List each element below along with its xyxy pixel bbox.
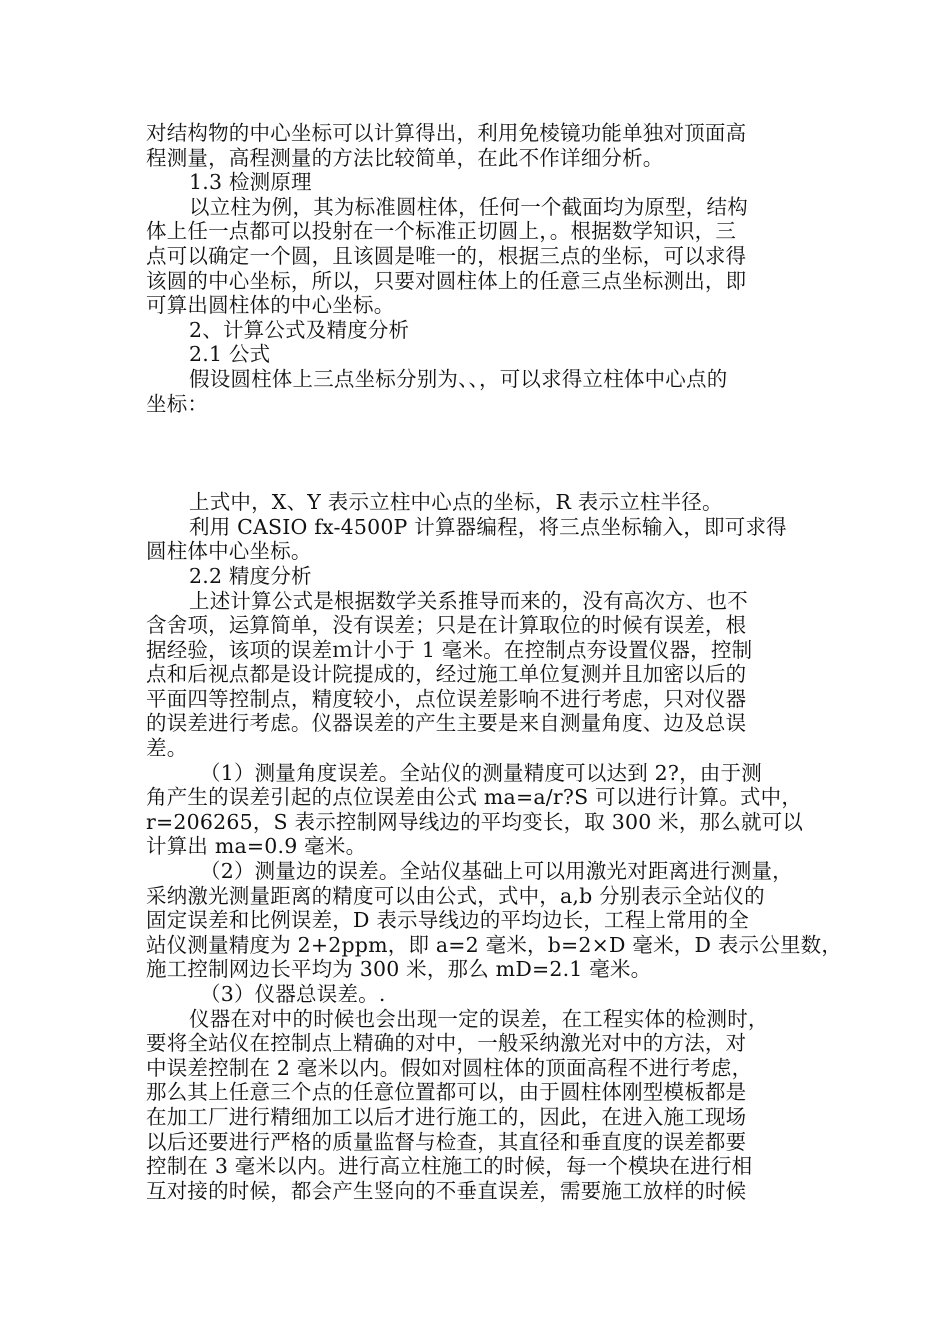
- text-line: 采纳激光测量距离的精度可以由公式，式中，a,b 分别表示全站仪的: [146, 883, 765, 908]
- list-item-start: （2）测量边的误差。全站仪基础上可以用激光对距离进行测量，: [200, 859, 793, 884]
- text-line: 中误差控制在 2 毫米以内。假如对圆柱体的顶面高程不进行考虑，: [146, 1055, 753, 1080]
- document-body: [146, 121, 843, 1203]
- text-line: 互对接的时候，都会产生竖向的不垂直误差，需要施工放样的时候: [146, 1178, 747, 1203]
- text-line: 对结构物的中心坐标可以计算得出，利用免棱镜功能单独对顶面高: [146, 121, 747, 145]
- text-line: 以后还要进行严格的质量监督与检查，其直径和垂直度的误差都要: [146, 1129, 747, 1154]
- text-line: 在加工厂进行精细加工以后才进行施工的，因此，在进入施工现场: [146, 1104, 747, 1129]
- text-line: 要将全站仪在控制点上精确的对中，一般采纳激光对中的方法，对: [146, 1031, 747, 1056]
- paragraph-start: 利用 CASIO fx-4500P 计算器编程，将三点坐标输入，即可求得: [189, 514, 787, 539]
- section-heading: 2、计算公式及精度分析: [189, 317, 410, 342]
- text-line: 点可以确定一个圆，且该圆是唯一的，根据三点的坐标，可以求得: [146, 243, 747, 268]
- section-heading: 2.2 精度分析: [189, 563, 312, 588]
- list-item-start: （1）测量角度误差。全站仪的测量精度可以达到 2?，由于测: [200, 760, 762, 785]
- section-heading: 2.1 公式: [189, 342, 271, 367]
- text-line: 圆柱体中心坐标。: [146, 539, 312, 564]
- paragraph-start: 以立柱为例，其为标准圆柱体，任何一个截面均为原型，结构: [189, 194, 748, 219]
- text-line: r=206265，S 表示控制网导线边的平均变长，取 300 米，那么就可以: [146, 809, 804, 834]
- text-line: 差。: [146, 736, 188, 761]
- text-line: 体上任一点都可以投射在一个标准正切圆上，。根据数学知识，三: [146, 219, 737, 244]
- section-heading: 1.3 检测原理: [189, 170, 312, 195]
- paragraph-start: 上式中，X、Y 表示立柱中心点的坐标，R 表示立柱半径。: [189, 490, 723, 515]
- text-line: 角产生的误差引起的点位误差由公式 ma=a/r?S 可以进行计算。式中，: [146, 785, 803, 810]
- paragraph-start: 上述计算公式是根据数学关系推导而来的，没有高次方、也不: [189, 588, 748, 613]
- text-line: 可算出圆柱体的中心坐标。: [146, 293, 395, 318]
- text-line: 该圆的中心坐标，所以，只要对圆柱体上的任意三点坐标测出，即: [146, 268, 747, 293]
- paragraph-start: 假设圆柱体上三点坐标分别为、、，可以求得立柱体中心点的: [189, 366, 728, 391]
- text-line: 程测量，高程测量的方法比较简单，在此不作详细分析。: [146, 145, 664, 170]
- text-line: 控制在 3 毫米以内。进行高立柱施工的时候，每一个模块在进行相: [146, 1154, 753, 1179]
- text-line: 点和后视点都是设计院提成的，经过施工单位复测并且加密以后的: [146, 662, 747, 687]
- text-line: 站仪测量精度为 2+2ppm，即 a=2 毫米，b=2×D 毫米，D 表示公里数，: [146, 932, 843, 957]
- text-line: 平面四等控制点，精度较小，点位误差影响不进行考虑，只对仪器: [146, 686, 747, 711]
- text-line: 含舍项，运算简单，没有误差；只是在计算取位的时候有误差，根: [146, 613, 747, 638]
- text-line: 据经验，该项的误差ｍ计小于 1 毫米。在控制点夯设置仪器，控制: [146, 637, 753, 662]
- list-item-start: （3）仪器总误差。.: [200, 982, 386, 1006]
- text-line: 固定误差和比例误差，D 表示导线边的平均边长，工程上常用的全: [146, 908, 749, 933]
- paragraph-start: 仪器在对中的时候也会出现一定的误差，在工程实体的检测时，: [189, 1006, 769, 1031]
- text-line: 施工控制网边长平均为 300 米，那么 mD=2.1 毫米。: [146, 957, 652, 982]
- text-line: 计算出 ma=0.9 毫米。: [146, 834, 367, 859]
- text-line: 的误差进行考虑。仪器误差的产生主要是来自测量角度、边及总误: [146, 711, 747, 736]
- text-line: 那么其上任意三个点的任意位置都可以，由于圆柱体刚型模板都是: [146, 1080, 747, 1105]
- formula-placeholder: [146, 416, 806, 490]
- text-line: 坐标：: [146, 391, 209, 416]
